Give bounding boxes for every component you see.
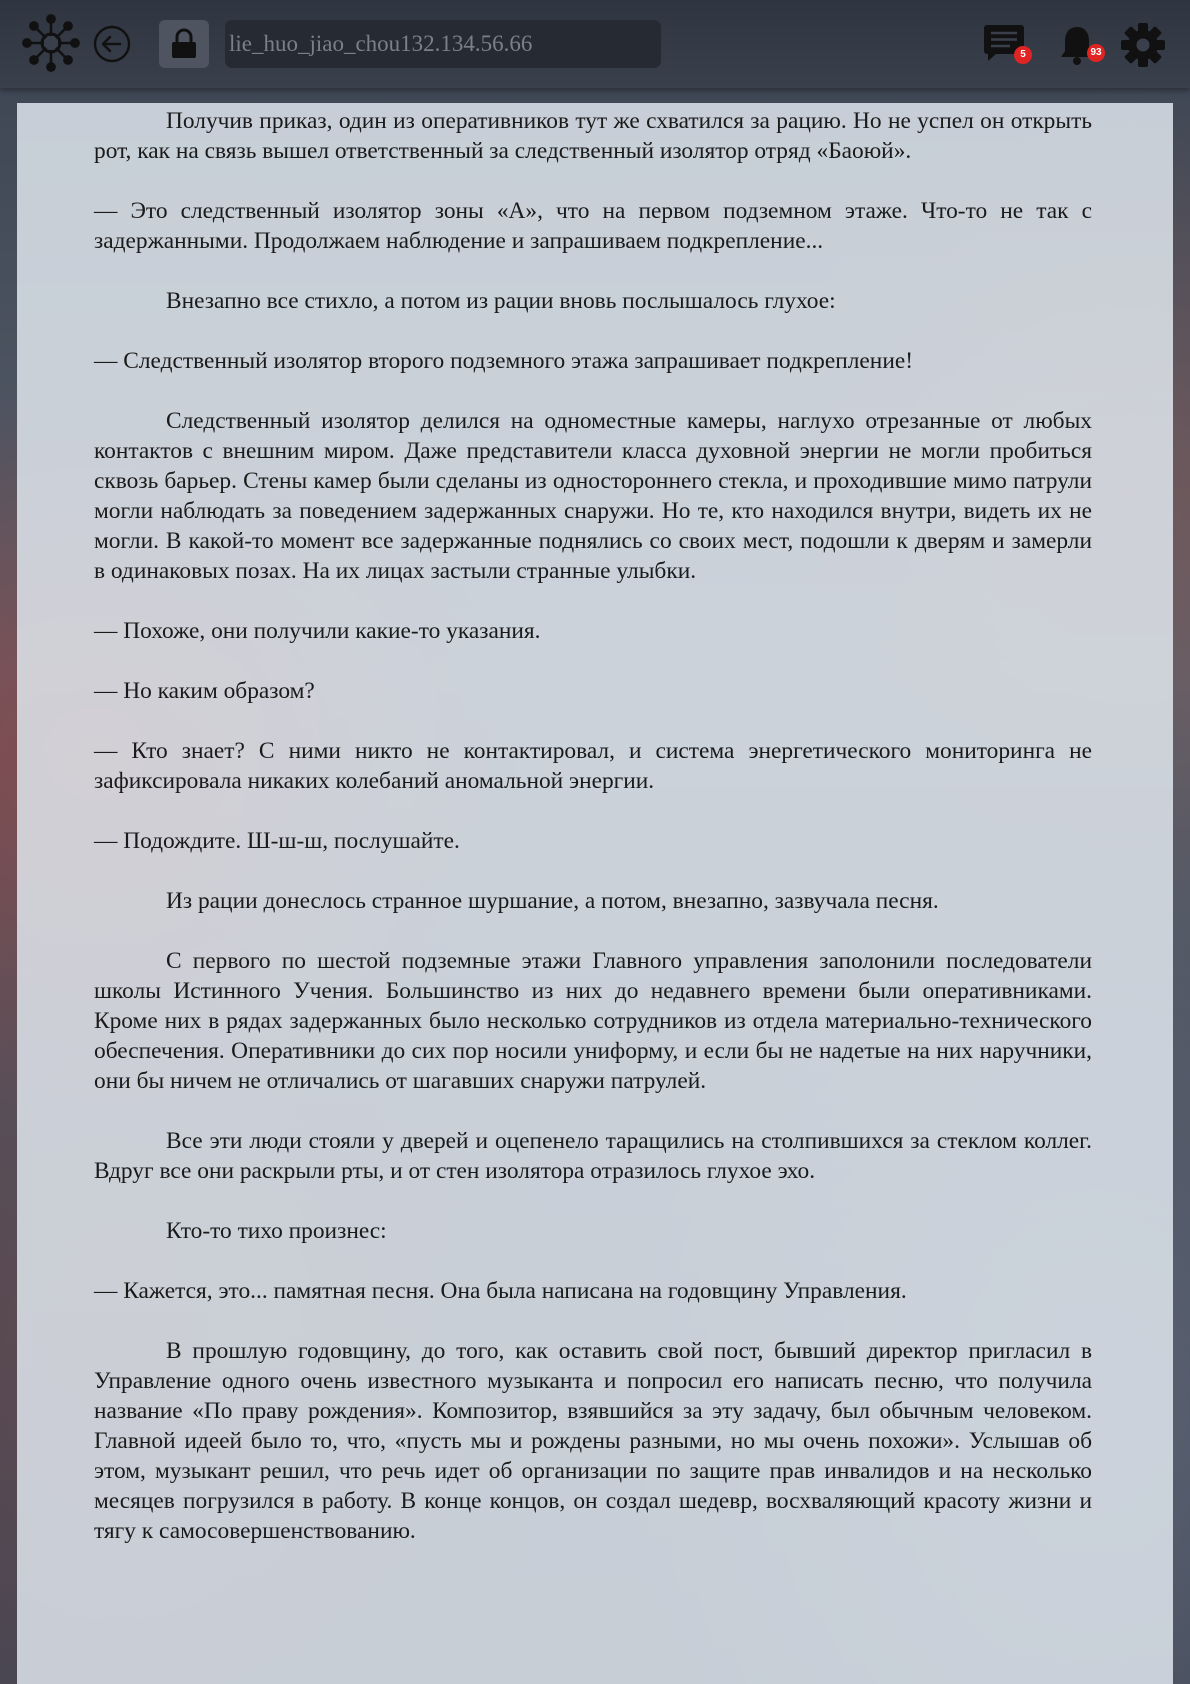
paragraph: Следственный изолятор делился на одноместные камеры, наглухо отрезанные от любых контактов с внешним миром. Даже представители класса духовной энергии не могли пробиться сквозь барьер. Стены камер были сделаны из одностороннего стекла, и проходившие мимо патрули могли наблюдать за поведением задержанных снаружи. Но те, кто находился внутри, видеть их не могли. В какой-то момент все задержанные поднялись со своих мест, подошли к дверям и замерли в одинаковых позах. На их лицах застыли странные улыбки.: [94, 408, 1092, 584]
paragraph: Внезапно все стихло, а потом из рации вновь послышалось глухое:: [166, 288, 836, 314]
paragraph: — Это следственный изолятор зоны «A», что на первом подземном этаже. Что-то не так с задержанными. Продолжаем наблюдение и запрашиваем подкрепление...: [94, 198, 1092, 254]
paragraph: — Подождите. Ш-ш-ш, послушайте.: [94, 828, 460, 854]
gear-icon[interactable]: [1118, 20, 1168, 70]
address-bar[interactable]: lie_huo_jiao_chou132.134.56.66: [225, 20, 661, 68]
paragraph: Кто-то тихо произнес:: [166, 1218, 387, 1244]
paragraph: — Похоже, они получили какие-то указания.: [94, 618, 541, 644]
paragraph: Получив приказ, один из оперативников тут же схватился за рацию. Но не успел он открыть рот, как на связь вышел ответственный за следственный изолятор отряд «Баоюй».: [94, 108, 1092, 164]
paragraph: В прошлую годовщину, до того, как оставить свой пост, бывший директор пригласил в Управление одного очень известного музыканта и попросил его написать песню, что получила название «По праву рождения». Композитор, взявшийся за эту задачу, был обычным человеком. Главной идеей было то, что, «пусть мы и рождены разными, но мы очень похожи». Услышав об этом, музыкант решил, что речь идет об организации по защите прав инвалидов и на несколько месяцев погрузился в работу. В конце концов, он создал шедевр, восхваляющий красоту жизни и тягу к самосовершенствованию.: [94, 1338, 1092, 1544]
chapter-text: [94, 106, 1092, 1576]
paragraph: — Но каким образом?: [94, 678, 315, 704]
messages-icon[interactable]: [980, 22, 1028, 66]
messages-count-badge: 5: [1014, 46, 1032, 64]
bell-icon[interactable]: [1055, 22, 1102, 68]
top-toolbar: [0, 0, 1190, 88]
reader-panel[interactable]: [17, 103, 1173, 1684]
paragraph: Из рации донеслось странное шуршание, а потом, внезапно, зазвучала песня.: [166, 888, 939, 914]
paragraph: С первого по шестой подземные этажи Главного управления заполонили последователи школы Истинного Учения. Большинство из них до недавнего времени были оперативниками. Кроме них в рядах задержанных было несколько сотрудников из отдела материально-технического обеспечения. Оперативники до сих пор носили униформу, и если бы не надетые на них наручники, они бы ничем не отличались от шагавших снаружи патрулей.: [94, 948, 1092, 1094]
paragraph: — Кажется, это... памятная песня. Она была написана на годовщину Управления.: [94, 1278, 907, 1304]
network-hub-icon[interactable]: [22, 14, 80, 72]
lock-icon[interactable]: [159, 20, 209, 68]
paragraph: Все эти люди стояли у дверей и оцепенело таращились на столпившихся за стеклом коллег. Вдруг все они раскрыли рты, и от стен изолятора отразилось глухое эхо.: [94, 1128, 1092, 1184]
paragraph: — Кто знает? С ними никто не контактировал, и система энергетического мониторинга не зафиксировала никаких колебаний аномальной энергии.: [94, 738, 1092, 794]
notifications-count-badge: 93: [1087, 44, 1105, 62]
back-arrow-icon[interactable]: [90, 22, 134, 66]
paragraph: — Следственный изолятор второго подземного этажа запрашивает подкрепление!: [94, 348, 914, 374]
